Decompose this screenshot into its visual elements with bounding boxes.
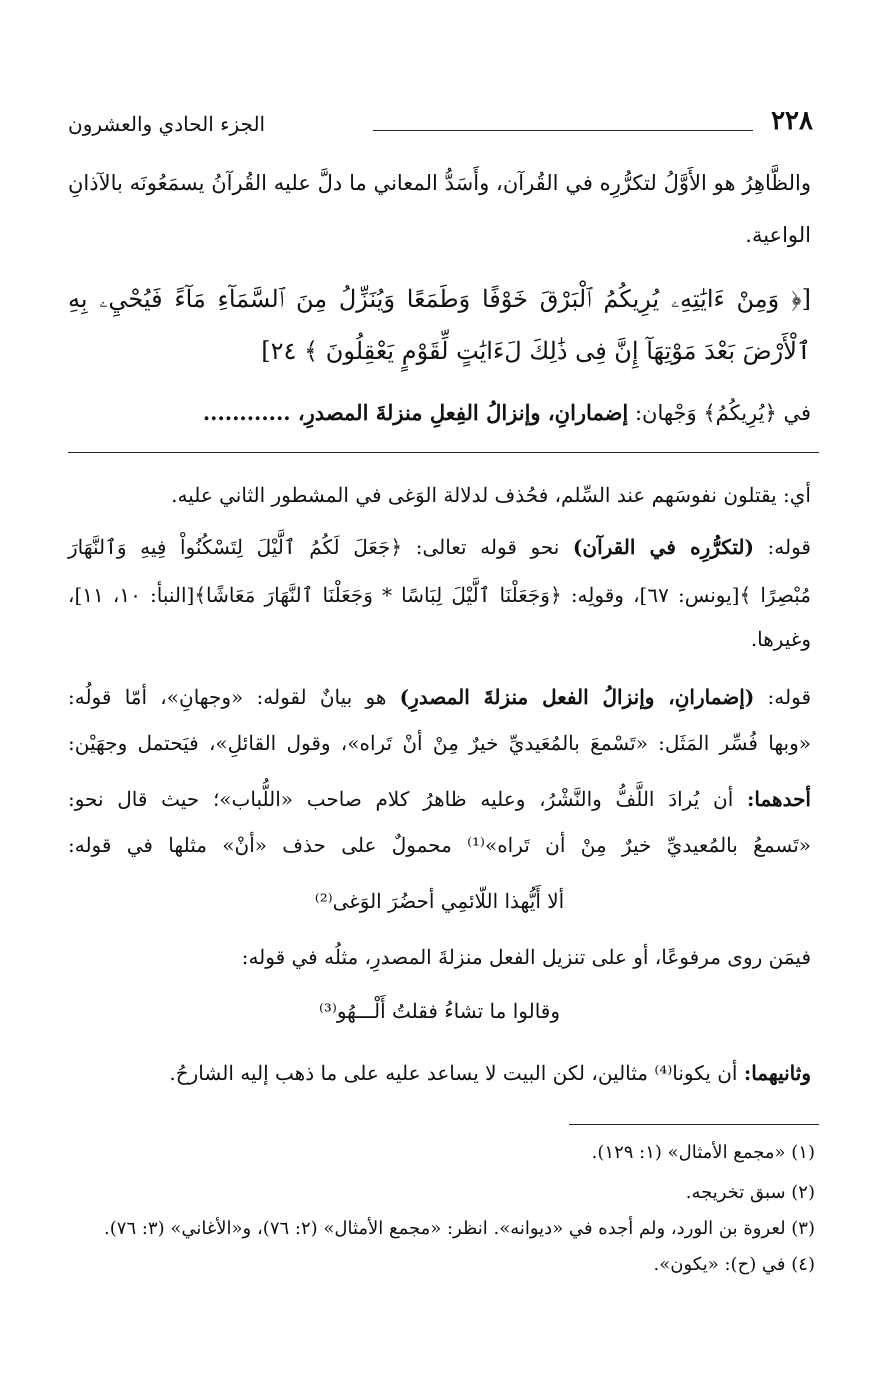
poetry-verse: وقالوا ما تشاءُ فقلتُ أَلْـــهُو⁽³⁾	[318, 999, 561, 1023]
gloss-line: أي: يقتلون نفوسَهم عند السِّلم، فحُذف لدلالة الوَغى في المشطور الثاني عليه.	[171, 483, 811, 507]
gloss-line	[68, 1056, 811, 1090]
running-title: الجزء الحادي والعشرون	[68, 112, 266, 136]
gloss-bold: وثانيهما:	[743, 1061, 811, 1085]
commentary-line	[68, 396, 811, 430]
main-text-line: والظَّاهِرُ هو الأَوَّلُ لتكرُّرِه في القُرآن، وأَسَدُّ المعاني ما دلَّ عليه القُرآنُ يسمَعُونَه بالآذانِ	[68, 171, 811, 195]
gloss-line: «تَسمعُ بالمُعيديِّ خيرٌ مِنْ أن تَراه»⁽¹⁾ محمولٌ على حذف «أنْ» مثلها في قوله:	[68, 833, 811, 857]
main-text-line: الواعية.	[745, 223, 811, 247]
gloss-line: فيمَن روى مرفوعًا، أو على تنزيل الفعل منزلةَ المصدرِ، مثلُه في قوله:	[241, 945, 811, 969]
gloss-bold: أحدهما:	[746, 787, 811, 811]
gloss-line: وغيرها.	[750, 627, 811, 651]
commentary-text: في ﴿يُرِيكُمُ﴾ وَجْهان:	[628, 401, 811, 425]
footnote: (٣) لعروة بن الورد، ولم أجده في «ديوانه». انظر: «مجمع الأمثال» (٢: ٧٦)، و«الأغاني» (٣: ٧٦).	[104, 1218, 815, 1239]
gloss-line: «وبها فُسِّر المَثَل: «تَسْمعَ بالمُعَيديِّ خيرٌ مِنْ أنْ تَراه»، وقول القائلِ»، فيَحتمل وجهَيْن:	[68, 731, 811, 755]
gloss-text: أن يكونا⁽⁴⁾ مثالين، لكن البيت لا يساعد عليه على ما ذهب إليه الشارحُ.	[169, 1061, 744, 1085]
footnote-separator	[569, 1124, 819, 1125]
gloss-bold: (لتكرُّرِه في القرآن)	[572, 535, 754, 559]
gloss-line	[68, 530, 811, 564]
gloss-bold: (إضمارانِ، وإنزالُ الفعل منزلةَ المصدرِ)	[399, 685, 755, 709]
gloss-line	[68, 680, 811, 714]
footnote: (٢) سبق تخريجه.	[685, 1182, 815, 1203]
quran-verse-line: ٱلْأَرْضَ بَعْدَ مَوْتِهَآ إِنَّ فِى ذَٰلِكَ لَءَايَٰتٍ لِّقَوْمٍ يَعْقِلُونَ ﴾ ٢٤]	[261, 337, 811, 365]
footnote: (٤) في (ح): «يكون».	[653, 1254, 815, 1275]
gloss-line: مُبْصِرًا ﴾[يونس: ٦٧]، وقولِه: ﴿وَجَعَلْنَا ٱلَّيْلَ لِبَاسًا * وَجَعَلْنَا ٱلنَّهَارَ مَعَاشًا﴾[النبأ: ١٠، ١١]،	[68, 583, 812, 607]
gloss-text: قوله:	[754, 685, 812, 709]
gloss-text: أن يُرادَ اللَّفُّ والنَّشْرُ، وعليه ظاهرُ كلام صاحب «اللُّباب»؛ حيث قال نحو:	[68, 787, 747, 811]
gloss-text: هو بيانٌ لقوله: «وجهانِ»، أمّا قولُه:	[68, 685, 400, 709]
gloss-line	[68, 782, 811, 816]
page-number: ٢٢٨	[771, 106, 813, 136]
page-header	[68, 106, 813, 144]
commentary-bold: إضمارانِ، وإنزالُ الفِعلِ منزلةَ المصدرِ، ............	[202, 400, 629, 425]
poetry-verse: ألا أَيُّهذا اللّائمِي أحضُرَ الوَغى⁽²⁾	[314, 889, 565, 913]
section-divider	[68, 452, 819, 453]
gloss-text: قوله:	[753, 535, 811, 559]
header-rule	[373, 130, 753, 131]
gloss-text: نحو قوله تعالى: ﴿جَعَلَ لَكُمُ ٱلَّيْلَ لِتَسْكُنُواْ فِيهِ وَٱلنَّهَارَ	[68, 535, 573, 559]
quran-verse-line: [﴿ وَمِنْ ءَايَٰتِهِۦ يُرِيكُمُ ٱلْبَرْقَ خَوْفًا وَطَمَعًا وَيُنَزِّلُ مِنَ ٱلسَّمَآءِ مَآءً فَيُحْيِۦ بِهِ	[68, 285, 811, 313]
footnote: (١) «مجمع الأمثال» (١: ١٢٩).	[591, 1142, 815, 1163]
